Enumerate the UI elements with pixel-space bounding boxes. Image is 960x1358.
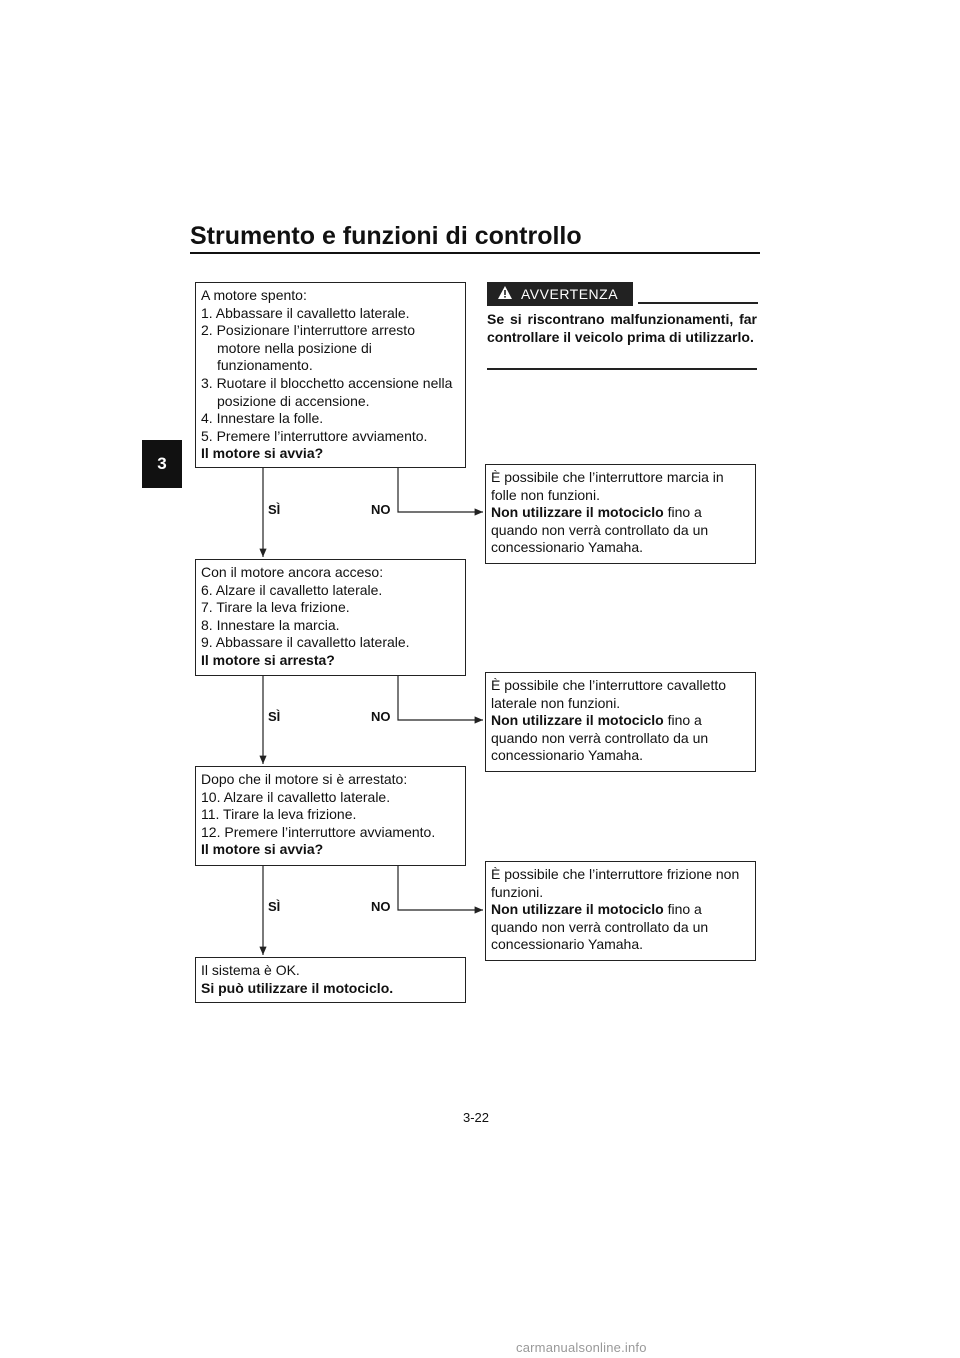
final-line: Il sistema è OK.	[201, 962, 300, 978]
fault2-bold: Non utilizzare il motociclo	[491, 712, 664, 729]
step3-box	[195, 766, 466, 866]
step3-line: 11. Tirare la leva frizione.	[201, 806, 357, 823]
step1-line: A motore spento:	[201, 287, 307, 303]
step2-question: Il motore si arresta?	[201, 651, 335, 668]
step1-line: 4. Innestare la folle.	[201, 410, 324, 427]
final-box	[195, 957, 466, 1003]
step1-line: funzionamento.	[217, 357, 313, 374]
no-arrow-1	[398, 467, 483, 512]
fault2-box	[485, 672, 756, 772]
fault3-line: concessionario Yamaha.	[491, 936, 644, 953]
step1-line: posizione di accensione.	[217, 392, 370, 409]
fault3-bold: Non utilizzare il motociclo	[491, 901, 664, 918]
page-number: 3-22	[463, 1110, 490, 1125]
fault1-bold: Non utilizzare il motociclo	[491, 504, 664, 521]
fault1-line: È possibile che l’interruttore marcia in	[491, 469, 724, 485]
yes-label-1: SÌ	[268, 502, 281, 517]
watermark: carmanualsonline.info	[516, 1340, 647, 1355]
fault2-line: quando non verrà controllato da un	[491, 729, 709, 746]
fault2-line: laterale non funzioni.	[491, 694, 621, 711]
step2-line: 7. Tirare la leva frizione.	[201, 599, 350, 616]
yes-label-3: SÌ	[268, 899, 281, 914]
warning-triangle-icon	[497, 285, 513, 303]
no-arrow-3	[398, 865, 483, 910]
step1-line: 5. Premere l’interruttore avviamento.	[201, 427, 428, 444]
fault1-line: folle non funzioni.	[491, 486, 600, 503]
step1-line: 2. Posizionare l’interruttore arresto	[201, 322, 415, 339]
fault3-rest: fino a	[663, 901, 702, 918]
step2-box	[195, 559, 466, 676]
fault1-line: quando non verrà controllato da un	[491, 521, 709, 538]
step2-line: 9. Abbassare il cavalletto laterale.	[201, 634, 410, 651]
fault3-box	[485, 861, 756, 961]
warning-top-rule	[638, 302, 758, 304]
no-label-3: NO	[371, 899, 391, 914]
step3-question: Il motore si avvia?	[201, 841, 324, 858]
step3-line: 12. Premere l’interruttore avviamento.	[201, 823, 436, 840]
step1-line: 3. Ruotare il blocchetto accensione nella	[201, 374, 453, 391]
warning-badge	[487, 282, 633, 306]
fault2-line: È possibile che l’interruttore cavalletto	[491, 677, 727, 693]
no-label-1: NO	[371, 502, 391, 517]
fault2-line: concessionario Yamaha.	[491, 747, 644, 764]
fault2-rest: fino a	[663, 712, 702, 729]
fault1-box	[485, 464, 756, 564]
step1-line: motore nella posizione di	[217, 339, 372, 356]
fault3-line: funzioni.	[491, 883, 544, 900]
yes-label-2: SÌ	[268, 709, 281, 724]
warning-badge-label: AVVERTENZA	[521, 286, 619, 302]
step2-line: Con il motore ancora acceso:	[201, 564, 384, 580]
final-bold: Si può utilizzare il motociclo.	[201, 979, 394, 996]
step2-line: 8. Innestare la marcia.	[201, 616, 340, 633]
no-arrow-2	[398, 675, 483, 720]
fault1-rest: fino a	[663, 504, 702, 521]
warning-bottom-rule	[487, 368, 757, 370]
step3-line: 10. Alzare il cavalletto laterale.	[201, 788, 391, 805]
step1-box	[195, 282, 466, 468]
warning-text: Se si riscontrano malfunzionamenti, far controllare il veicolo prima di utilizzarlo.	[487, 311, 757, 345]
fault3-line: quando non verrà controllato da un	[491, 918, 709, 935]
step3-line: Dopo che il motore si è arrestato:	[201, 771, 408, 787]
step1-line: 1. Abbassare il cavalletto laterale.	[201, 304, 410, 321]
chapter-tab: 3	[142, 440, 182, 488]
page-title: Strumento e funzioni di controllo	[190, 222, 582, 250]
step2-line: 6. Alzare il cavalletto laterale.	[201, 581, 383, 598]
fault3-line: È possibile che l’interruttore frizione non	[491, 866, 740, 882]
fault1-line: concessionario Yamaha.	[491, 539, 644, 556]
step1-question: Il motore si avvia?	[201, 445, 324, 462]
no-label-2: NO	[371, 709, 391, 724]
